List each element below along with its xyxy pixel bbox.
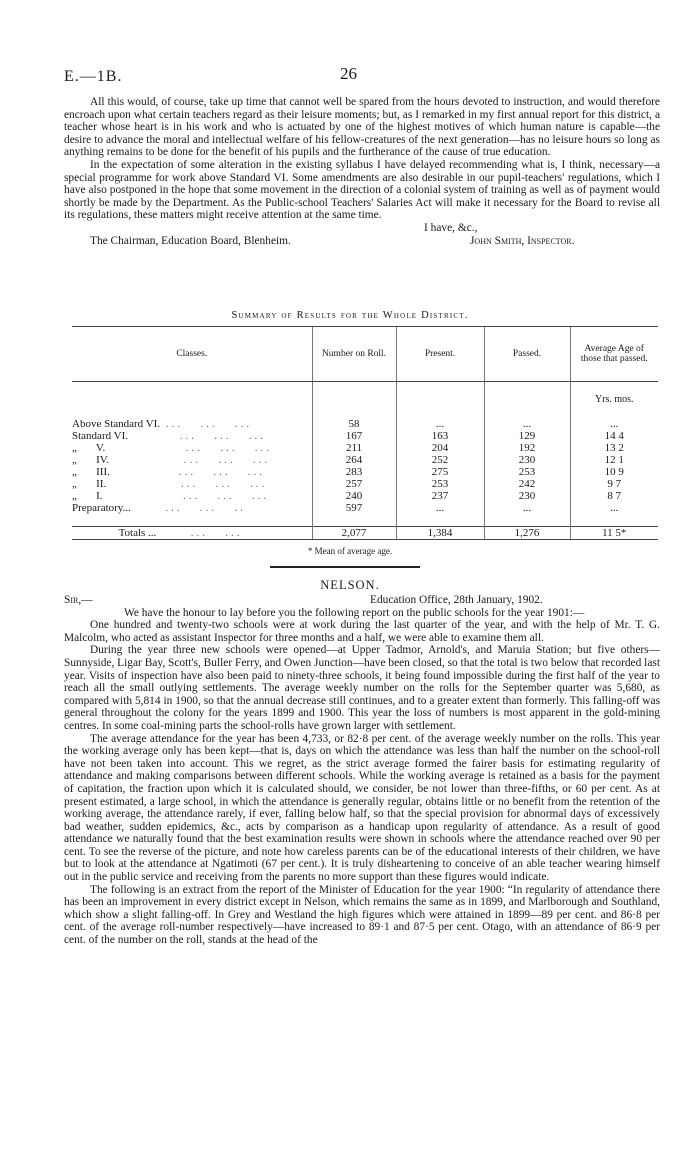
passed-cell: 230 xyxy=(484,454,570,466)
section-divider xyxy=(270,566,420,568)
section-heading: NELSON. xyxy=(320,578,380,592)
document-reference: E.—1B. xyxy=(64,68,123,85)
present-cell: 163 xyxy=(396,430,484,442)
paragraph: One hundred and twenty-two schools were at work during the last quarter of the year, and with the help of Mr. T. G. Malcolm, who acted as assistant Inspector for three months and a half, we were able to examine them all. xyxy=(64,619,660,644)
header-roll: Number on Roll. xyxy=(312,327,396,382)
paragraph: We have the honour to lay before you the following report on the public schools for the year 1901:— xyxy=(124,606,585,619)
total-passed: 1,276 xyxy=(484,527,570,540)
passed-cell: ... xyxy=(484,502,570,514)
closing-line xyxy=(64,222,660,235)
paragraph: The average attendance for the year has been 4,733, or 82·8 per cent. of the average weekly number on the rolls. This year the working average only has been kept—that is, days on which the attendance was less than half the number on the school-roll have not been taken into account. This we regret, as the strict average formed the fairer basis for estimating regularity of attendance and making comparisons between different schools. While the working average is retained as a basis for the payment of capitation, the fraction upon which it is calculated should, we consider, be not lower than three-fifths, or 60 per cent. As at present estimated, a large school, in which the attendance is generally regular, obtains little or no benefit from the retention of the working average, the attendance rarely, if ever, falling below half, so that the special provision for abnormal days of excessively bad weather, sudden epidemics, &c., acts by comparison as a handicap upon regularity of attendance. As a result of good attendance we naturally found that the best examination results were shown in schools where the attendance reached over 90 per cent. To see the reverse of the picture, and note how careless parents can be of the educational interests of their children, we have but to look at the attendance at Ngatimoti (67 per cent.). It is truly disheartening to conceive of an able teacher wearing himself out in the public service and receiving from the parents no more support than these figures would indicate. xyxy=(64,732,660,884)
class-name: Above Standard VI. xyxy=(72,418,161,430)
table-title: Summary of Results for the Whole District. xyxy=(231,310,469,321)
total-age: 11 5* xyxy=(570,527,658,540)
signature-line xyxy=(64,235,660,248)
present-cell: ... xyxy=(396,418,484,430)
total-roll: 2,077 xyxy=(312,527,396,540)
paragraph: All this would, of course, take up time that cannot well be spared from the hours devoted to instruction, and would therefore encroach upon what certain teachers regard as their leisure moments; but, as I remarked in my first annual report for this district, a teacher whose heart is in his work and who is actuated by one of the highest motives of which human nature is capable—the desire to advance the moral and intellectual welfare of his fellow-creatures of the next generation—has no leisure hours so long as anything remains to be done for the benefit of his pupils and the furtherance of the cause of true education. xyxy=(64,96,660,159)
salutation: Sir,— xyxy=(64,594,93,606)
passed-cell: 129 xyxy=(484,430,570,442)
table-row: „ I. ... ... ... 240 237 230 8 7 xyxy=(72,490,658,502)
units-row xyxy=(72,394,658,406)
passed-cell: 253 xyxy=(484,466,570,478)
present-cell: 237 xyxy=(396,490,484,502)
roll-cell: 264 xyxy=(312,454,396,466)
totals-row: Totals ... ... ... 2,077 1,384 1,276 11 5* xyxy=(72,527,658,540)
table-footnote: * Mean of average age. xyxy=(307,546,393,556)
table-row: „ IV. ... ... ... 264 252 230 12 1 xyxy=(72,454,658,466)
totals-label: Totals ... xyxy=(118,527,157,539)
roll-cell: 597 xyxy=(312,502,396,514)
class-name: Preparatory... xyxy=(72,502,131,514)
closing: I have, &c., xyxy=(424,221,478,234)
class-name: „ I. xyxy=(72,490,103,502)
summary-table xyxy=(72,326,658,540)
age-cell: 14 4 xyxy=(570,430,658,442)
passed-cell: 242 xyxy=(484,478,570,490)
table-header-row xyxy=(72,327,658,382)
nelson-report xyxy=(64,594,660,947)
roll-cell: 167 xyxy=(312,430,396,442)
class-name: „ III. xyxy=(72,466,110,478)
salutation-line xyxy=(64,594,660,607)
roll-cell: 257 xyxy=(312,478,396,490)
present-cell: 275 xyxy=(396,466,484,478)
class-name: „ IV. xyxy=(72,454,110,466)
class-name: Standard VI. xyxy=(72,430,129,442)
present-cell: 204 xyxy=(396,442,484,454)
age-cell: 10 9 xyxy=(570,466,658,478)
paragraph: In the expectation of some alteration in the existing syllabus I have delayed recommending what is, I think, necessary—a special programme for work above Standard VI. Some amendments are also desirable in our pupil-teachers' regulations, which I have also postponed in the hope that some movement in the direction of a colonial system of training as well as of payment would shortly be made by the Department. As the Public-school Teachers' Salaries Act will make it necessary for the Board to revise all its regulations, these matters might receive attention at the same time. xyxy=(64,158,660,222)
table-row: Standard VI. ... ... ... 167 163 129 14 4 xyxy=(72,430,658,442)
table-row: Preparatory... ... ... .. 597 ... ... ... xyxy=(72,502,658,514)
age-cell: ... xyxy=(570,418,658,430)
age-units: Yrs. mos. xyxy=(570,394,658,406)
roll-cell: 211 xyxy=(312,442,396,454)
age-cell: 8 7 xyxy=(570,490,658,502)
header-present: Present. xyxy=(396,327,484,382)
present-cell: 252 xyxy=(396,454,484,466)
age-cell: 13 2 xyxy=(570,442,658,454)
class-name: „ V. xyxy=(72,442,106,454)
present-cell: ... xyxy=(396,502,484,514)
age-cell: 9 7 xyxy=(570,478,658,490)
total-present: 1,384 xyxy=(396,527,484,540)
passed-cell: 230 xyxy=(484,490,570,502)
header-classes: Classes. xyxy=(72,327,312,382)
report-text-top xyxy=(64,96,660,247)
roll-cell: 240 xyxy=(312,490,396,502)
paragraph: During the year three new schools were opened—at Upper Tadmor, Arnold's, and Maruia Station; but five others—Sunnyside, Ligar Bay, Scott's, Buller Ferry, and Owen Junction—have been closed, so that the total is two below that recorded last year. Visits of inspection have also been paid to ninety-three schools, it being found impossible during the first half of the year to reach all the small outlying settlements. The average weekly number on the rolls for the September quarter was 5,680, as compared with 5,814 in 1900, so that the annual decrease still continues, and to a greater extent than formerly. This falling-off was general throughout the colony for the years 1899 and 1900. This year the loss of numbers is most apparent in the gold-mining centres. In some coal-mining parts the school-rolls have grown larger with settlement. xyxy=(64,644,660,732)
table-row: „ II. ... ... ... 257 253 242 9 7 xyxy=(72,478,658,490)
paragraph: The following is an extract from the report of the Minister of Education for the year 1900: “In regularity of attendance there has been an improvement in every district except in Nelson, which remains the same as in 1899, and Marlborough and Southland, which show a slight falling-off. In Grey and Westland the high figures which were attained in 1899—89 per cent. and 86·8 per cent. of the average roll-number respectively—have increased to 89·1 and 87·5 per cent. Otago, with an attendance of 86·9 per cent. of the number on the roll, stands at the head of the xyxy=(64,883,660,947)
header-average-age: Average Age of those that passed. xyxy=(570,327,658,382)
addressee: The Chairman, Education Board, Blenheim. xyxy=(90,234,291,247)
header-passed: Passed. xyxy=(484,327,570,382)
signer: John Smith, Inspector. xyxy=(470,234,575,247)
passed-cell: ... xyxy=(484,418,570,430)
age-cell: ... xyxy=(570,502,658,514)
passed-cell: 192 xyxy=(484,442,570,454)
age-cell: 12 1 xyxy=(570,454,658,466)
page-number: 26 xyxy=(340,64,357,83)
table-row: Above Standard VI. ... ... ... 58 ... ... ... xyxy=(72,418,658,430)
present-cell: 253 xyxy=(396,478,484,490)
office-date: Education Office, 28th January, 1902. xyxy=(370,594,543,606)
roll-cell: 58 xyxy=(312,418,396,430)
class-name: „ II. xyxy=(72,478,107,490)
table-row: „ III. ... ... ... 283 275 253 10 9 xyxy=(72,466,658,478)
roll-cell: 283 xyxy=(312,466,396,478)
table-row: „ V. ... ... ... 211 204 192 13 2 xyxy=(72,442,658,454)
